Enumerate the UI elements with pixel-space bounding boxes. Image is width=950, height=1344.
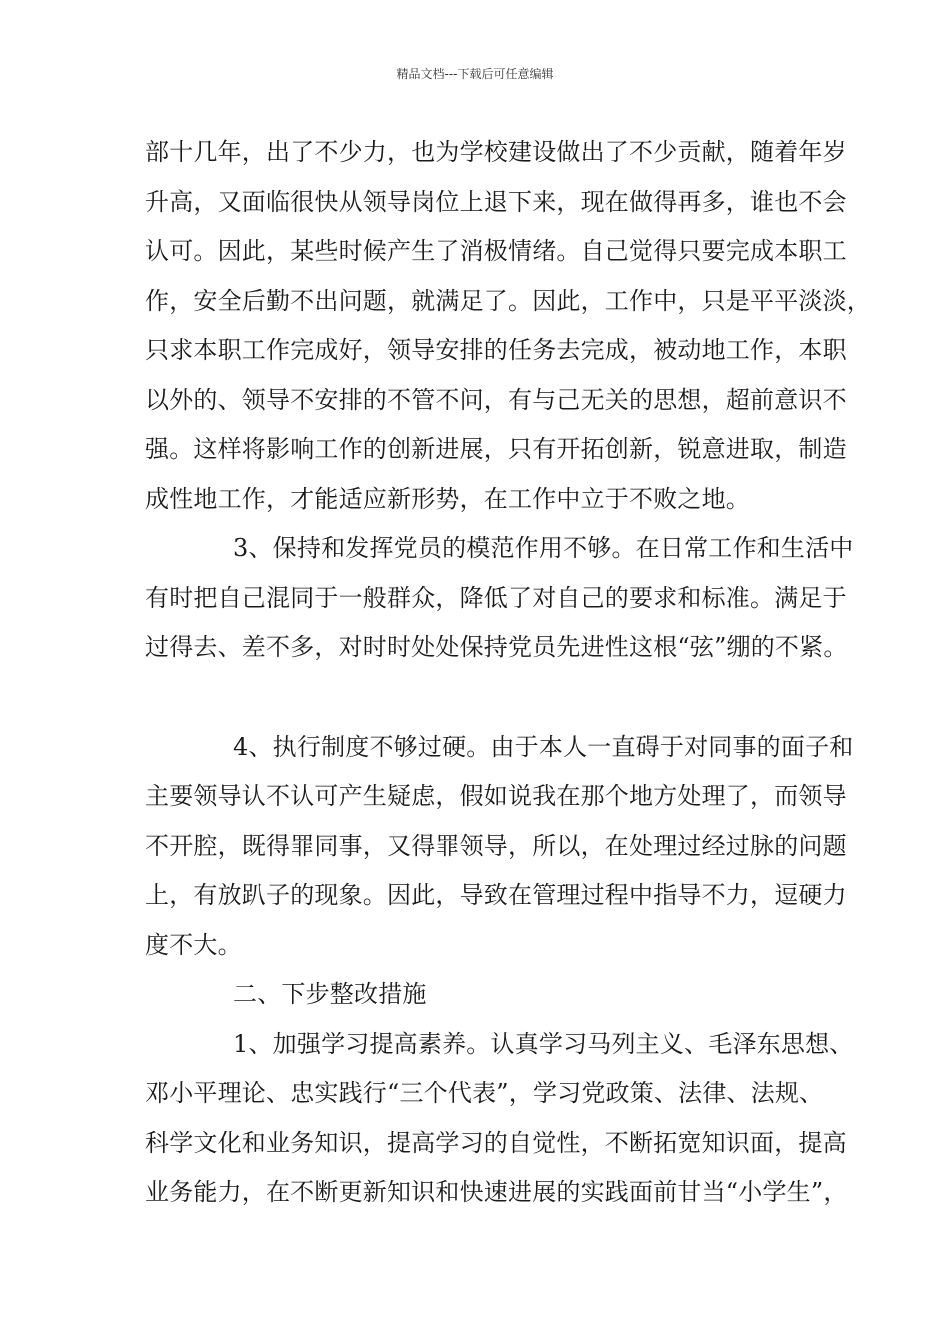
text-line: 以外的、领导不安排的不管不问，有与己无关的思想，超前意识不 xyxy=(145,385,847,414)
text-line: 升高，又面临很快从领导岗位上退下来，现在做得再多，谁也不会 xyxy=(145,187,847,216)
text-line: 科学文化和业务知识，提高学习的自觉性，不断拓宽知识面，提高 xyxy=(145,1128,847,1157)
text-line: 主要领导认不认可产生疑虑，假如说我在那个地方处理了，而领导 xyxy=(145,782,847,810)
text-line: 部十几年，出了不少力，也为学校建设做出了不少贡献，随着年岁 xyxy=(145,138,847,166)
text-line: 成性地工作，才能适应新形势，在工作中立于不败之地。 xyxy=(145,484,750,513)
text-line: 4、执行制度不够过硬。由于本人一直碍于对同事的面子和 xyxy=(233,732,854,761)
paragraph-item-3 xyxy=(145,524,854,673)
text-line: 3、保持和发挥党员的模范作用不够。在日常工作和生活中 xyxy=(233,534,854,562)
text-line: 有时把自己混同于一般群众，降低了对自己的要求和标准。满足于 xyxy=(145,583,847,612)
text-line: 不开腔，既得罪同事，又得罪领导，所以，在处理过经过脉的问题 xyxy=(145,831,847,860)
text-line: 1、加强学习提高素养。认真学习马列主义、毛泽东思想、 xyxy=(233,1029,854,1058)
text-line: 上，有放趴子的现象。因此，导致在管理过程中指导不力，逗硬力 xyxy=(145,881,847,909)
paragraph-item-4 xyxy=(145,723,854,971)
text-line: 邓小平理论、忠实践行“三个代表”，学习党政策、法律、法规、 xyxy=(145,1079,824,1107)
document-body xyxy=(145,128,871,1218)
paragraph-measure-1 xyxy=(145,1020,854,1218)
text-line: 过得去、差不多，对时时处处保持党员先进性这根“弦”绷的不紧。 xyxy=(145,633,848,661)
text-line: 作，安全后勤不出问题，就满足了。因此，工作中，只是平平淡淡， xyxy=(145,286,871,315)
text-line: 只求本职工作完成好，领导安排的任务去完成，被动地工作，本职 xyxy=(145,336,847,364)
text-line: 业务能力，在不断更新知识和快速进展的实践面前甘当“小学生”， xyxy=(145,1178,848,1206)
page-header: 精品文档---下载后可任意编辑 xyxy=(396,67,554,81)
section-heading: 二、下步整改措施 xyxy=(233,980,427,1008)
paragraph-continuation xyxy=(145,128,871,524)
text-line: 认可。因此，某些时候产生了消极情绪。自己觉得只要完成本职工 xyxy=(145,237,847,265)
text-line: 强。这样将影响工作的创新进展，只有开拓创新，锐意进取，制造 xyxy=(145,435,847,463)
text-line: 度不大。 xyxy=(145,930,242,959)
paragraph-gap xyxy=(145,673,825,723)
